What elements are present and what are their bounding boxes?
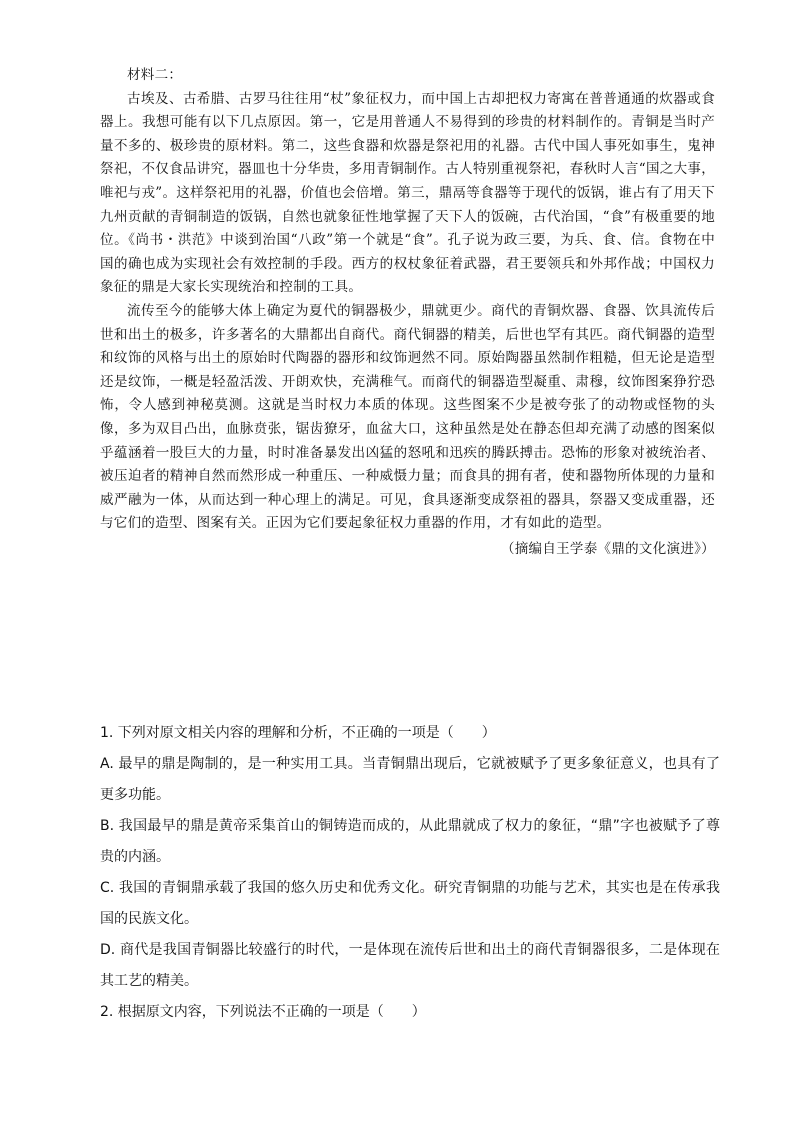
reading-material (100, 64, 715, 561)
material-label: 材料二： (127, 67, 183, 83)
question-1-option-c: C. 我国的青铜鼎承载了我国的悠久历史和优秀文化。研究青铜鼎的功能与艺术，其实也是在传承我国的民族文化。 (100, 880, 720, 927)
source-attribution: （摘编自王学泰《鼎的文化演进》） (500, 540, 715, 557)
material-paragraph-2: 流传至今的能够大体上确定为夏代的铜器极少，鼎就更少。商代的青铜炊器、食器、饮具流传后世和出土的极多，许多著名的大鼎都出自商代。商代铜器的精美，后世也罕有其匹。商代铜器的造型和纹饰的风格与出土的原始时代陶器的器形和纹饰迥然不同。原始陶器虽然制作粗糙，但无论是造型还是纹饰，一概是轻盈活泼、开朗欢快，充满稚气。而商代的铜器造型凝重、肃穆，纹饰图案狰狞恐怖，令人感到神秘莫测。这就是当时权力本质的体现。这些图案不少是被夸张了的动物或怪物的头像，多为双目凸出，血脉贲张，锯齿獠牙，血盆大口，这种虽然是处在静态但却充满了动感的图案似乎蕴涵着一股巨大的力量，时时准备暴发出凶猛的怒吼和迅疾的腾跃搏击。恐怖的形象对被统治者、被压迫者的精神自然而然形成一种重压、一种威慑力量；而食具的拥有者，使和器物所体现的力量和威严融为一体，从而达到一种心理上的满足。可见，食具逐渐变成祭祖的器具，祭器又变成重器，还与它们的造型、图案有关。正因为它们要起象征权力重器的作用，才有如此的造型。 (100, 302, 715, 532)
question-section (100, 718, 720, 1028)
question-1-option-a: A. 最早的鼎是陶制的，是一种实用工具。当青铜鼎出现后，它就被赋予了更多象征意义，也具有了更多功能。 (100, 756, 720, 803)
material-paragraph-1: 古埃及、古希腊、古罗马往往用“杖”象征权力，而中国上古却把权力寄寓在普普通通的炊器或食器上。我想可能有以下几点原因。第一，它是用普通人不易得到的珍贵的材料制作的。青铜是当时产量不多的、极珍贵的原材料。第二，这些食器和炊器是祭祀用的礼器。古代中国人事死如事生，鬼神祭祀，不仅食品讲究，器皿也十分华贵，多用青铜制作。古人特别重视祭祀，春秋时人言“国之大事，唯祀与戎”。这样祭祀用的礼器，价值也会倍增。第三，鼎鬲等食器等于现代的饭锅，谁占有了用天下九州贡献的青铜制造的饭锅，自然也就象征性地掌握了天下人的饭碗，古代治国，“食”有极重要的地位。《尚书・洪范》中谈到治国“八政”第一个就是“食”。孔子说为政三要，为兵、食、信。食物在中国的确也成为实现社会有效控制的手段。西方的权杖象征着武器，君王要领兵和外邦作战；中国权力象征的鼎是大家长实现统治和控制的工具。 (100, 90, 715, 296)
question-1-option-d: D. 商代是我国青铜器比较盛行的时代，一是体现在流传后世和出土的商代青铜器很多，二是体现在其工艺的精美。 (100, 942, 720, 989)
question-1-stem: 1. 下列对原文相关内容的理解和分析，不正确的一项是（ ） (100, 725, 496, 741)
question-2-stem: 2. 根据原文内容，下列说法不正确的一项是（ ） (100, 1004, 426, 1020)
question-1-option-b: B. 我国最早的鼎是黄帝采集首山的铜铸造而成的，从此鼎就成了权力的象征，“鼎”字也被赋予了尊贵的内涵。 (100, 818, 720, 865)
